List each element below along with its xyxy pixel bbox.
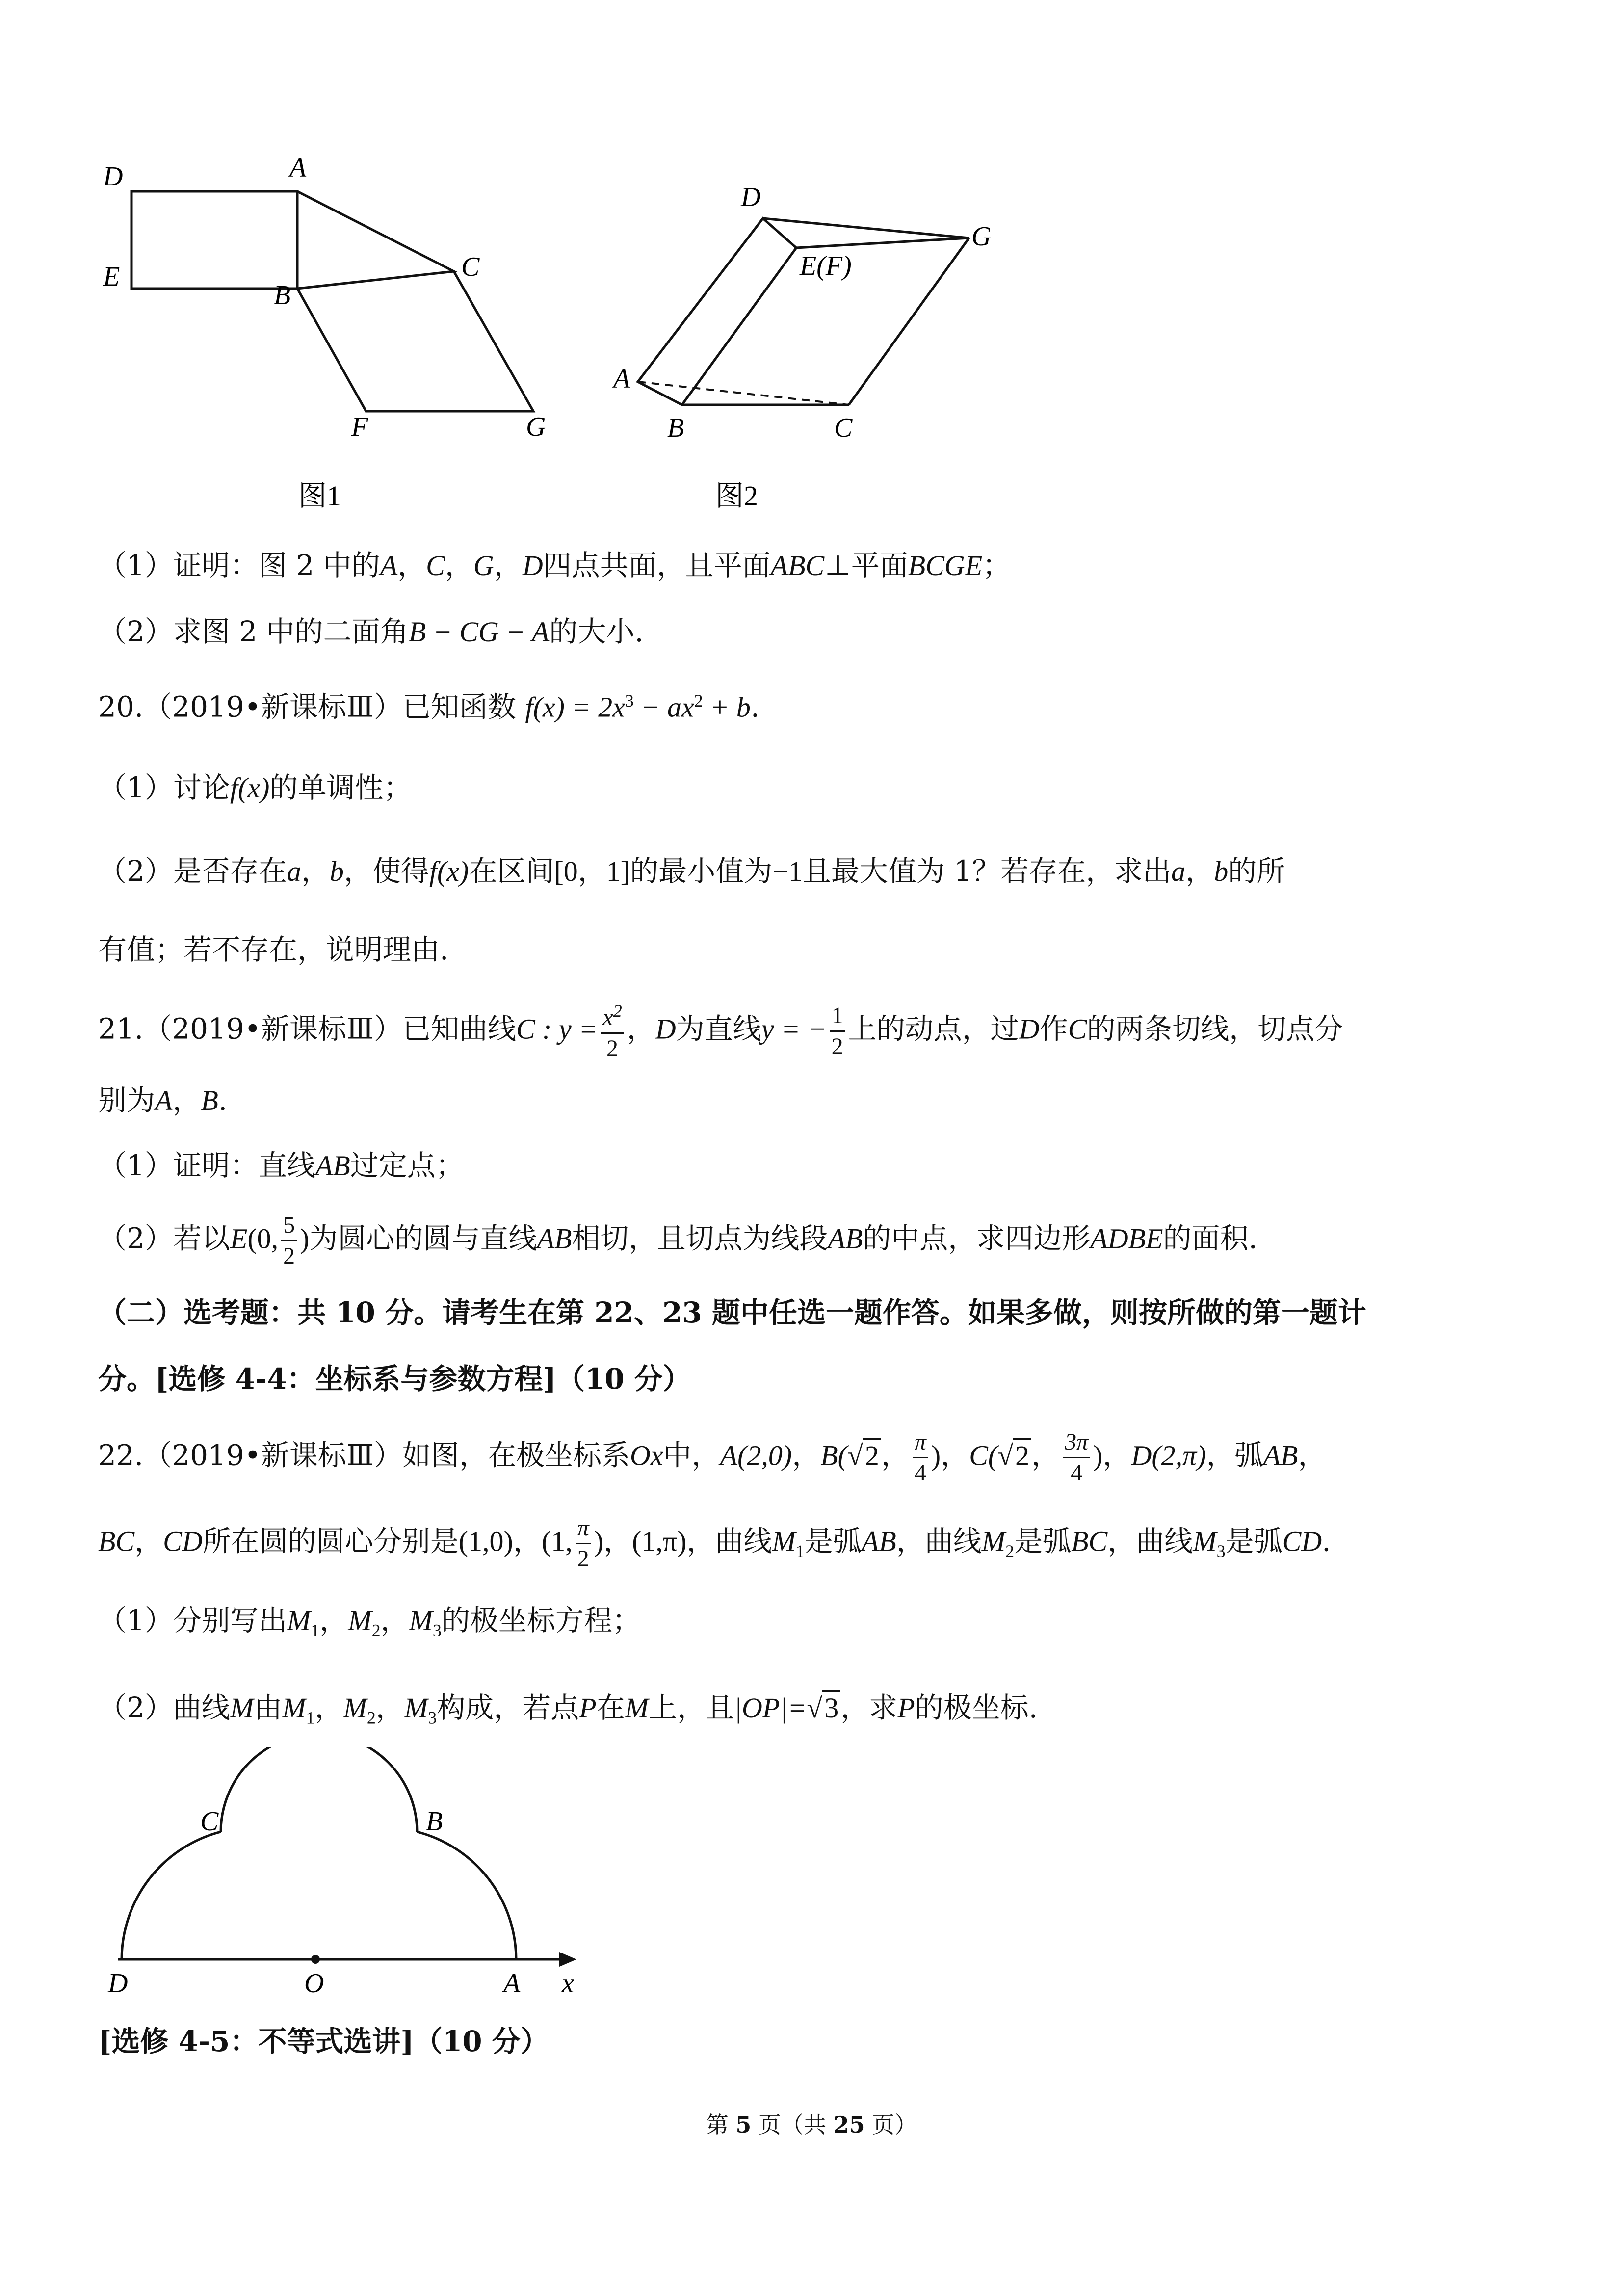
q19-part1: （1）证明：图 2 中的A，C，G，D四点共面，且平面ABC⊥平面BCGE； (98, 549, 1011, 582)
section-2-line2: 分。[选修 4-4：坐标系与参数方程]（10 分） (98, 1362, 691, 1396)
q20-part1: （1）讨论f(x)的单调性； (98, 771, 412, 804)
rect-ABED (131, 191, 297, 289)
fig1-label-A: A (289, 153, 307, 183)
figure-2 (599, 182, 1040, 525)
parallelogram-BCGF (297, 271, 533, 411)
q22-stem: 22.（2019•新课标Ⅲ）如图，在极坐标系Ox中，A(2,0)，B(√2， $\frac{\pi}{4}$ )，C(√2， $\frac{3\pi}{4}$ )，D(2,π)，弧AB， (98, 1429, 1327, 1486)
figure-3 (88, 1747, 608, 2002)
frac-5-over-2: $\frac{5}{2}$ (281, 1214, 297, 1268)
origin-point (311, 1955, 320, 1964)
q20-stem: 20.（2019•新课标Ⅲ）已知函数 $f(x) = 2x^3 - ax^2 + b$. (98, 690, 760, 724)
fig3-label-x: x (562, 1968, 574, 1999)
triangle-ABC (297, 191, 454, 289)
q22-stem-cont: BC，CD所在圆的圆心分别是(1,0)，(1, $\frac{\pi}{2}$ )，(1,π)，曲线$M_1$是弧AB，曲线$M_2$是弧BC，曲线$M_3$是弧CD. (98, 1515, 1331, 1572)
edge-D-G (763, 218, 969, 238)
fig1-label-F: F (351, 412, 368, 442)
page-total: 25 (833, 2111, 865, 2138)
face-ABED (638, 218, 796, 405)
section-4-5-title: [选修 4-5：不等式选讲]（10 分） (98, 2025, 549, 2058)
fig2-label-D: D (741, 182, 761, 212)
section-2-line1: （二）选考题：共 10 分。请考生在第 22、23 题中任选一题作答。如果多做，则按所做的第一题计 (98, 1296, 1366, 1329)
fig3-label-C: C (200, 1806, 219, 1837)
edge-G-C (849, 238, 969, 405)
page-number: 5 (735, 2111, 752, 2138)
q21-stem-cont: 别为A，B. (98, 1083, 228, 1117)
axis-arrow-icon (559, 1952, 576, 1967)
fig1-label-B: B (274, 280, 291, 311)
edge-A-C-dashed (638, 382, 849, 405)
fig2-label-A: A (613, 364, 630, 394)
q22-part1: （1）分别写出$M_1$，$M_2$，$M_3$的极坐标方程； (98, 1604, 641, 1640)
arc-AB (417, 1832, 516, 1959)
frac-3pi-over-4: $\frac{3\pi}{4}$ (1063, 1430, 1090, 1485)
frac-pi-over-4: $\frac{\pi}{4}$ (913, 1430, 928, 1485)
fig3-label-A: A (503, 1968, 521, 1999)
fig2-caption: 图2 (715, 480, 759, 512)
frac-1-over-2: $\frac{1}{2}$ (830, 1004, 845, 1058)
q20-part2-cont: 有值；若不存在，说明理由. (98, 933, 449, 966)
q21-stem: 21.（2019•新课标Ⅲ）已知曲线C : y = $\frac{x^2}{2}$ ，D为直线y = − $\frac{1}{2}$ 上的动点，过D作C的两条切线，切点分 (98, 1001, 1343, 1061)
fig2-label-EF: E(F) (800, 251, 852, 281)
fig3-label-D: D (108, 1968, 128, 1999)
fig1-caption: 图1 (298, 480, 341, 512)
fig1-label-G: G (526, 412, 546, 442)
q22-part2: （2）曲线M由$M_1$，$M_2$，$M_3$构成，若点P在M上，且|OP|=√3，求P的极坐标. (98, 1691, 1038, 1728)
fig3-label-O: O (304, 1968, 324, 1999)
edge-E-G (796, 238, 969, 248)
q19-part2: （2）求图 2 中的二面角B − CG − A的大小. (98, 615, 644, 648)
q21-part1: （1）证明：直线AB过定点； (98, 1149, 464, 1182)
arc-BC (221, 1747, 417, 1832)
page-footer: 第 5 页（共 25 页） (706, 2111, 917, 2138)
fig1-label-E: E (103, 262, 120, 292)
fig2-label-C: C (834, 413, 853, 443)
fig1-label-D: D (103, 161, 123, 192)
figure-1 (88, 147, 579, 520)
arc-CD (122, 1832, 221, 1959)
fig2-label-B: B (667, 413, 684, 443)
fig1-label-C: C (461, 252, 480, 282)
frac-pi-over-2: $\frac{\pi}{2}$ (576, 1516, 591, 1571)
fig2-label-G: G (971, 221, 992, 252)
q20-part2: （2）是否存在a，b，使得f(x)在区间[0，1]的最小值为−1且最大值为 1？若存在，求出a，b的所 (98, 854, 1285, 888)
q21-part2: （2）若以E(0, $\frac{5}{2}$ )为圆心的圆与直线AB相切，且切点为线段AB的中点，求四边形ADBE的面积. (98, 1212, 1257, 1269)
fig3-label-B: B (426, 1806, 443, 1837)
frac-x2-over-2: $\frac{x^2}{2}$ (601, 1002, 624, 1060)
